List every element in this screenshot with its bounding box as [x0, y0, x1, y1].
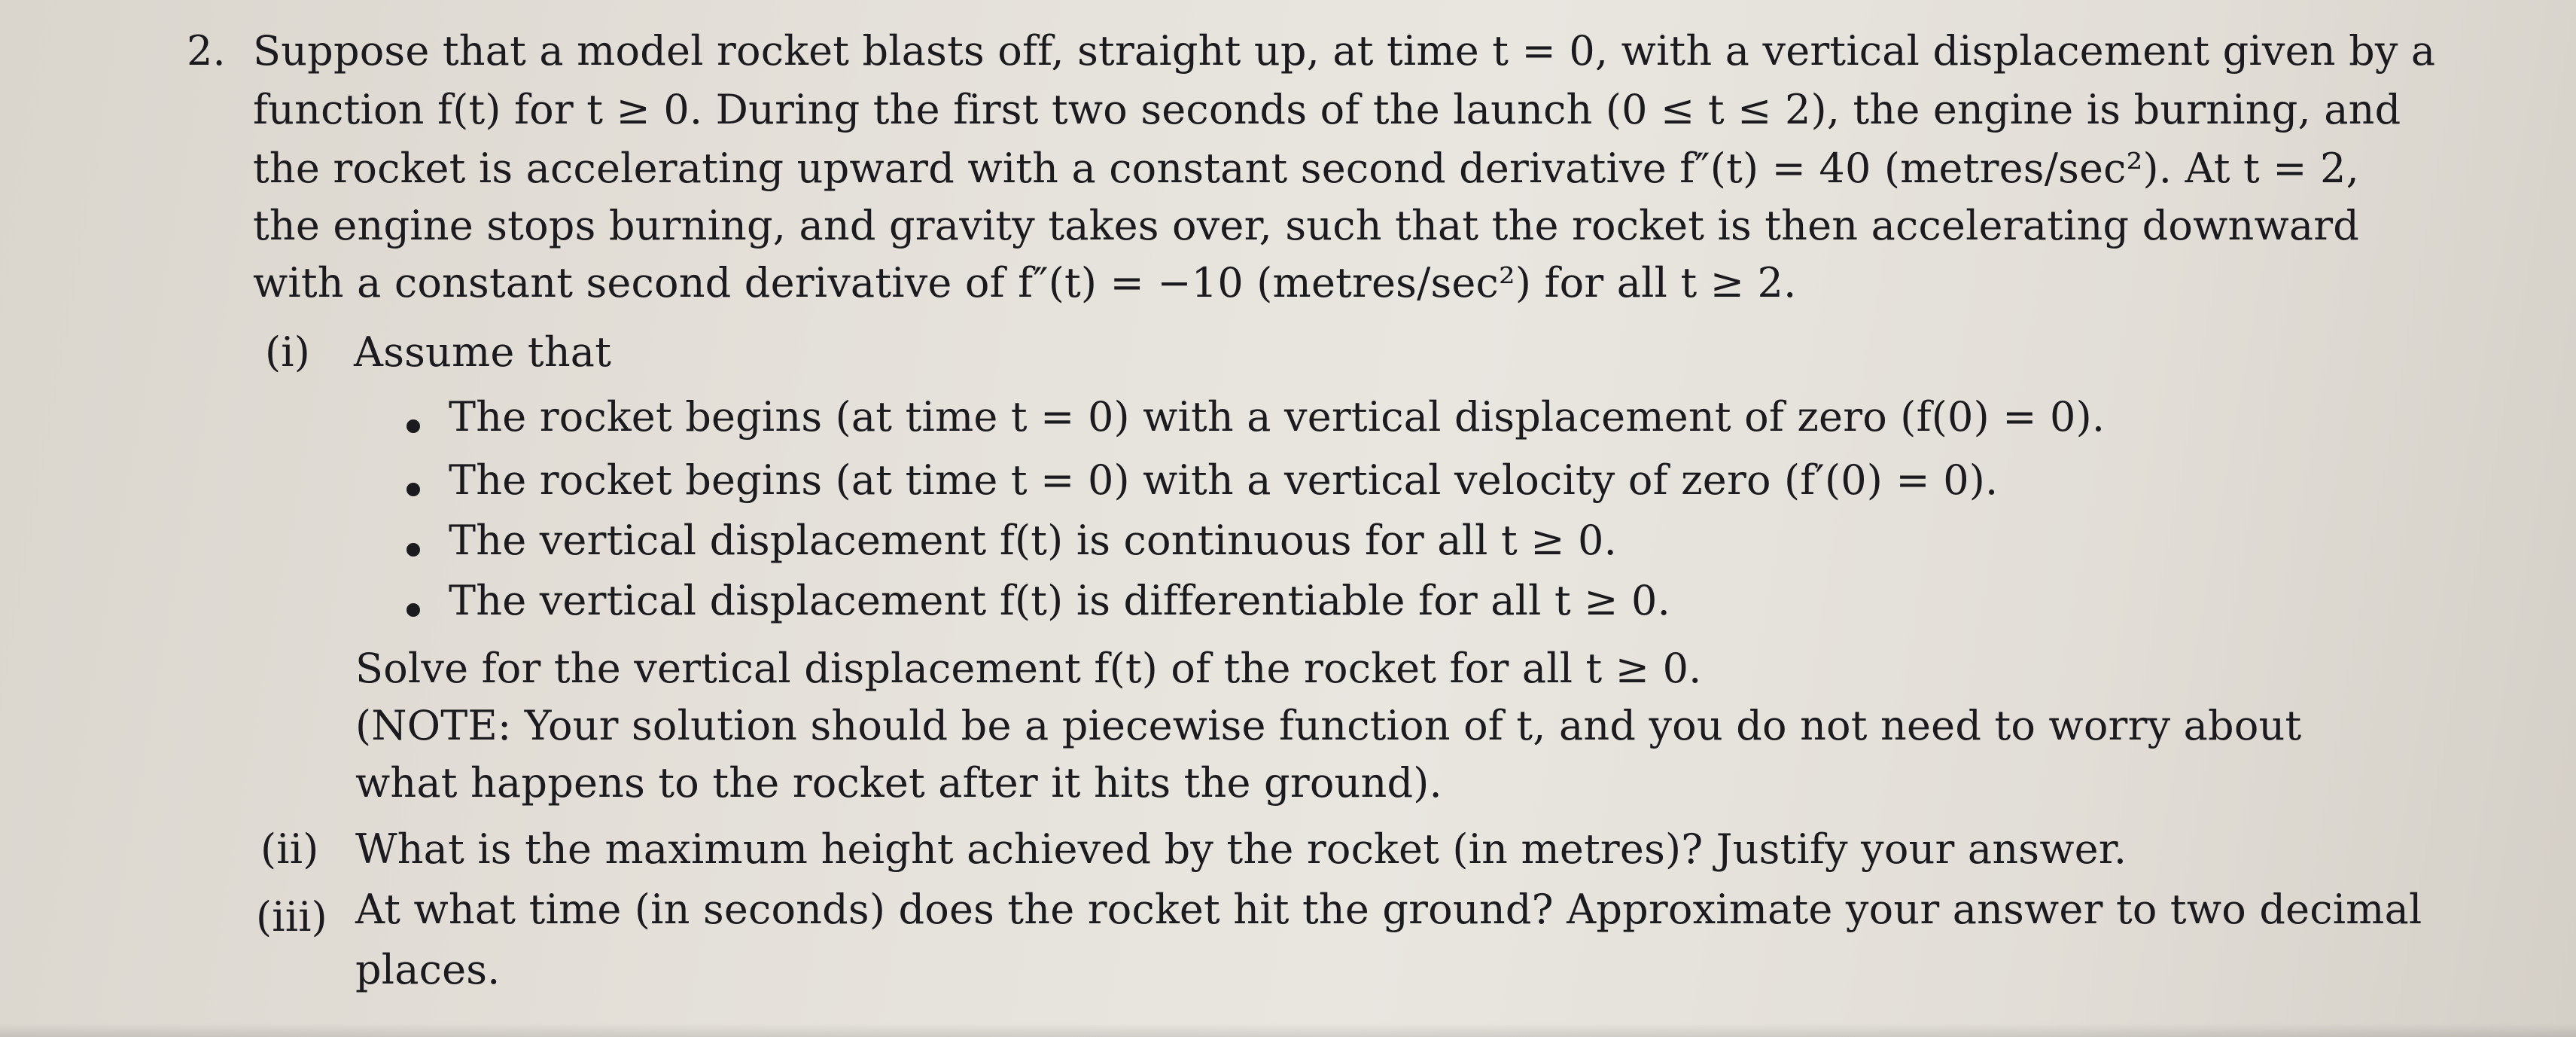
part-i-lead: Assume that: [354, 328, 612, 376]
part-ii-label: (ii): [260, 825, 319, 873]
assumption-item: The rocket begins (at time t = 0) with a vertical velocity of zero (f′(0) = 0).: [449, 456, 1999, 504]
part-iii-label: (iii): [256, 893, 327, 941]
bullet-marker: [406, 603, 420, 617]
part-iii-question-1: At what time (in seconds) does the rocket hit the ground? Approximate your answer to two decimal: [355, 886, 2422, 933]
intro-line-4: the engine stops burning, and gravity takes over, such that the rocket is then accelerating downward: [253, 202, 2360, 249]
part-i-instruction-3: what happens to the rocket after it hits the ground).: [355, 759, 1442, 807]
assumption-item: The rocket begins (at time t = 0) with a vertical displacement of zero (f(0) = 0).: [449, 393, 2106, 441]
intro-line-2: function f(t) for t ≥ 0. During the first two seconds of the launch (0 ≤ t ≤ 2), the engine is burning, and: [253, 86, 2401, 133]
bullet-marker: [406, 483, 420, 496]
part-i-instruction-1: Solve for the vertical displacement f(t) of the rocket for all t ≥ 0.: [355, 645, 1702, 692]
bullet-marker: [406, 419, 420, 433]
assumption-item: The vertical displacement f(t) is differentiable for all t ≥ 0.: [449, 577, 1670, 624]
intro-line-5: with a constant second derivative of f″(t) = −10 (metres/sec²) for all t ≥ 2.: [253, 259, 1797, 307]
intro-line-1: Suppose that a model rocket blasts off, straight up, at time t = 0, with a vertical displacement given by a: [253, 27, 2436, 75]
assumption-item: The vertical displacement f(t) is continuous for all t ≥ 0.: [449, 517, 1617, 564]
part-i-instruction-2: (NOTE: Your solution should be a piecewise function of t, and you do not need to worry about: [355, 702, 2302, 749]
part-i-label: (i): [265, 328, 311, 376]
page-edge-shadow: [0, 1023, 2576, 1037]
problem-number: 2.: [187, 27, 226, 75]
intro-line-3: the rocket is accelerating upward with a constant second derivative f″(t) = 40 (metres/sec²). At t = 2,: [253, 145, 2359, 192]
part-iii-question-2: places.: [355, 946, 501, 993]
bullet-marker: [406, 543, 420, 557]
part-ii-question: What is the maximum height achieved by the rocket (in metres)? Justify your answer.: [355, 825, 2127, 873]
